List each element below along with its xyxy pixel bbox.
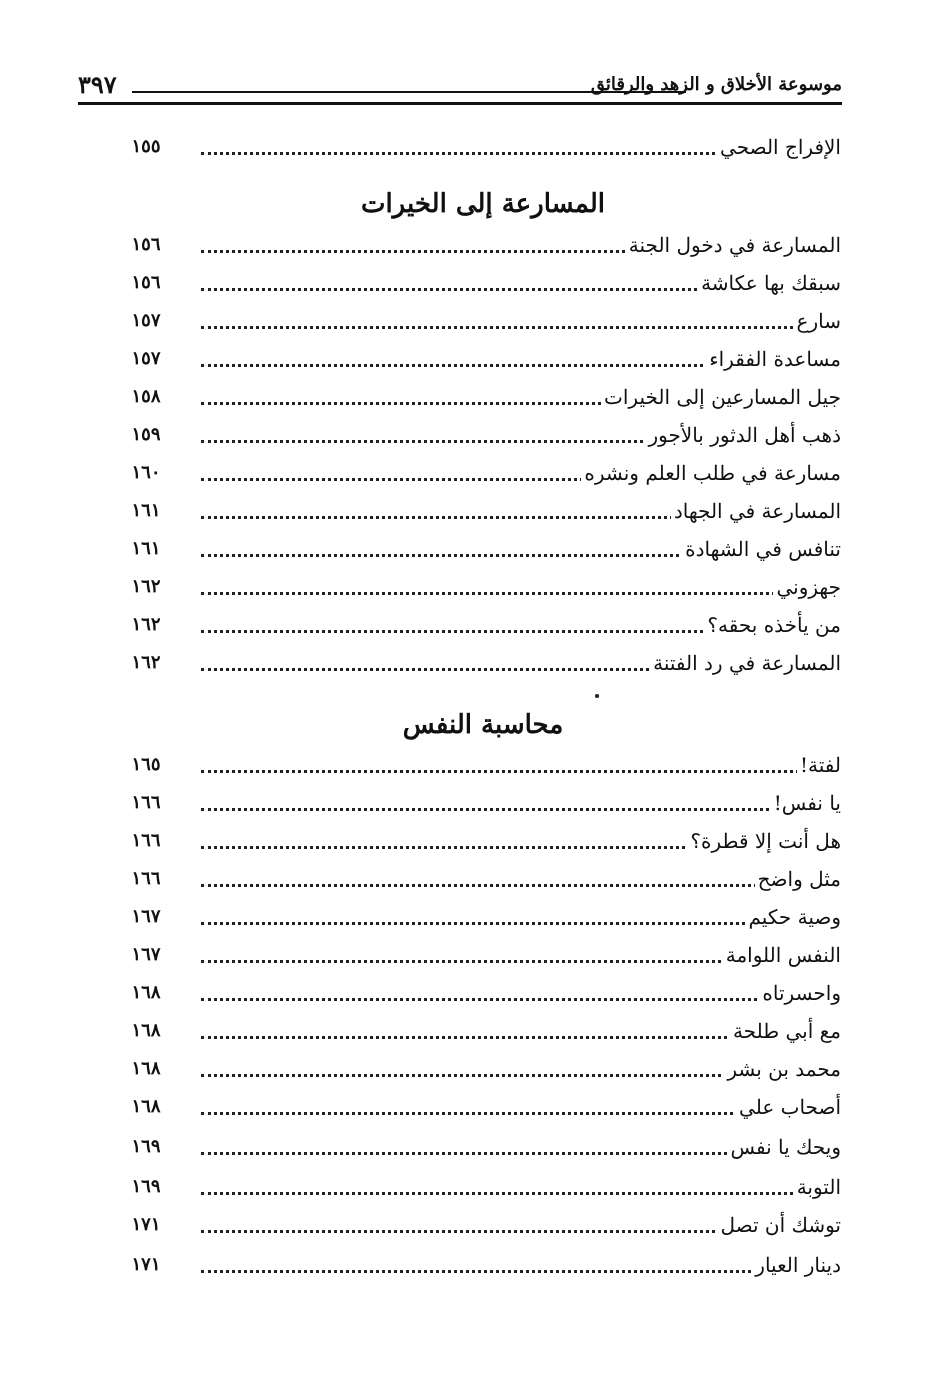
toc-entry bbox=[125, 534, 841, 568]
toc-entry-title: المسارعة في رد الفتنة bbox=[650, 648, 841, 678]
toc-entry-page: ١٦٨ bbox=[131, 1020, 161, 1041]
toc-entry-page: ١٦٦ bbox=[131, 792, 161, 813]
toc-entry bbox=[125, 382, 841, 416]
toc-entry bbox=[125, 1250, 841, 1284]
toc-entry bbox=[125, 132, 841, 166]
section-heading: محاسبة النفس bbox=[402, 710, 564, 740]
toc-entry-title: ذهب أهل الدثور بالأجور bbox=[645, 420, 841, 450]
toc-entry bbox=[125, 940, 841, 974]
header-page-number: ٣٩٧ bbox=[78, 70, 117, 99]
toc-entry bbox=[125, 902, 841, 936]
running-header bbox=[78, 68, 842, 108]
leader-dots bbox=[201, 1270, 841, 1273]
toc-entry-title: المسارعة في الجهاد bbox=[671, 496, 841, 526]
toc-entry-title: مع أبي طلحة bbox=[730, 1016, 841, 1046]
toc-entry-title: محمد بن بشر bbox=[724, 1054, 841, 1084]
toc-entry bbox=[125, 1092, 841, 1126]
toc-entry-title: مسارعة في طلب العلم ونشره bbox=[581, 458, 841, 488]
toc-entry-page: ١٥٦ bbox=[131, 272, 161, 293]
header-underline bbox=[78, 102, 842, 105]
toc-entry-title: الإفراج الصحي bbox=[717, 132, 841, 162]
toc-entry bbox=[125, 648, 841, 682]
toc-entry bbox=[125, 458, 841, 492]
toc-entry bbox=[125, 610, 841, 644]
section-heading: المسارعة إلى الخيرات bbox=[360, 189, 606, 219]
leader-dots bbox=[201, 770, 841, 773]
toc-entry bbox=[125, 496, 841, 530]
toc-entry bbox=[125, 750, 841, 784]
toc-entry-title: من يأخذه بحقه؟ bbox=[704, 610, 841, 640]
toc-entry-page: ١٦٧ bbox=[131, 944, 161, 965]
toc-entry-page: ١٦١ bbox=[131, 500, 161, 521]
toc-entry-title: جهزوني bbox=[773, 572, 841, 602]
toc-entry-title: دينار العيار bbox=[752, 1250, 841, 1280]
toc-entry-title: جيل المسارعين إلى الخيرات bbox=[601, 382, 841, 412]
toc-entry bbox=[125, 1016, 841, 1050]
toc-entry-page: ١٦٦ bbox=[131, 830, 161, 851]
toc-entry-page: ١٦٢ bbox=[131, 652, 161, 673]
toc-entry bbox=[125, 344, 841, 378]
toc-entry-title: هل أنت إلا قطرة؟ bbox=[687, 826, 841, 856]
ink-speck bbox=[595, 694, 599, 698]
toc-entry bbox=[125, 1054, 841, 1088]
toc-entry-title: سارع bbox=[794, 306, 841, 336]
toc-entry-title: سبقك بها عكاشة bbox=[698, 268, 841, 298]
toc-entry-page: ١٦٧ bbox=[131, 906, 161, 927]
toc-entry bbox=[125, 826, 841, 860]
toc-entry-title: واحسرتاه bbox=[759, 978, 841, 1008]
toc-entry-title: توشك أن تصل bbox=[717, 1210, 841, 1240]
header-book-title: موسوعة الأخلاق و الزهد والرقائق bbox=[590, 74, 842, 95]
toc-entry-page: ١٥٩ bbox=[131, 424, 161, 445]
toc-entry-title: ويحك يا نفس bbox=[727, 1132, 841, 1162]
toc-entry bbox=[125, 572, 841, 606]
toc-entry-page: ١٥٧ bbox=[131, 310, 161, 331]
toc-entry-page: ١٦٨ bbox=[131, 982, 161, 1003]
toc-entry-page: ١٦٠ bbox=[131, 462, 161, 483]
toc-entry bbox=[125, 788, 841, 822]
toc-entry-title: المسارعة في دخول الجنة bbox=[626, 230, 841, 260]
toc-entry-page: ١٦٥ bbox=[131, 754, 161, 775]
toc-entry-title: أصحاب علي bbox=[736, 1092, 841, 1122]
toc-entry-page: ١٦٨ bbox=[131, 1096, 161, 1117]
leader-dots bbox=[201, 326, 841, 329]
toc-entry-page: ١٦٨ bbox=[131, 1058, 161, 1079]
toc-entry bbox=[125, 1132, 841, 1166]
toc-entry-page: ١٧١ bbox=[131, 1214, 161, 1235]
toc-entry-page: ١٦٩ bbox=[131, 1136, 161, 1157]
toc-entry bbox=[125, 1210, 841, 1244]
toc-entry bbox=[125, 978, 841, 1012]
toc-entry-page: ١٦٦ bbox=[131, 868, 161, 889]
toc-entry bbox=[125, 268, 841, 302]
toc-entry-page: ١٥٨ bbox=[131, 386, 161, 407]
leader-dots bbox=[201, 592, 841, 595]
toc-entry-page: ١٦١ bbox=[131, 538, 161, 559]
toc-entry-page: ١٥٧ bbox=[131, 348, 161, 369]
toc-entry-page: ١٥٦ bbox=[131, 234, 161, 255]
leader-dots bbox=[201, 884, 841, 887]
toc-entry-title: لفتة! bbox=[797, 750, 841, 780]
toc-entry-title: وصية حكيم bbox=[745, 902, 841, 932]
toc-entry-page: ١٧١ bbox=[131, 1254, 161, 1275]
toc-entry-title: تنافس في الشهادة bbox=[682, 534, 841, 564]
toc-entry-title: النفس اللوامة bbox=[723, 940, 841, 970]
toc-entry bbox=[125, 864, 841, 898]
toc-entry-title: مساعدة الفقراء bbox=[706, 344, 841, 374]
toc-entry-title: مثل واضح bbox=[755, 864, 841, 894]
toc-entry-page: ١٦٢ bbox=[131, 576, 161, 597]
toc-entry-page: ١٥٥ bbox=[131, 136, 161, 157]
toc-entry-title: التوبة bbox=[794, 1172, 841, 1202]
toc-entry bbox=[125, 1172, 841, 1206]
toc-entry bbox=[125, 420, 841, 454]
toc-entry bbox=[125, 306, 841, 340]
toc-entry bbox=[125, 230, 841, 264]
toc-entry-title: يا نفس! bbox=[771, 788, 841, 818]
toc-entry-page: ١٦٩ bbox=[131, 1176, 161, 1197]
leader-dots bbox=[201, 1192, 841, 1195]
leader-dots bbox=[201, 998, 841, 1001]
leader-dots bbox=[201, 808, 841, 811]
toc-entry-page: ١٦٢ bbox=[131, 614, 161, 635]
